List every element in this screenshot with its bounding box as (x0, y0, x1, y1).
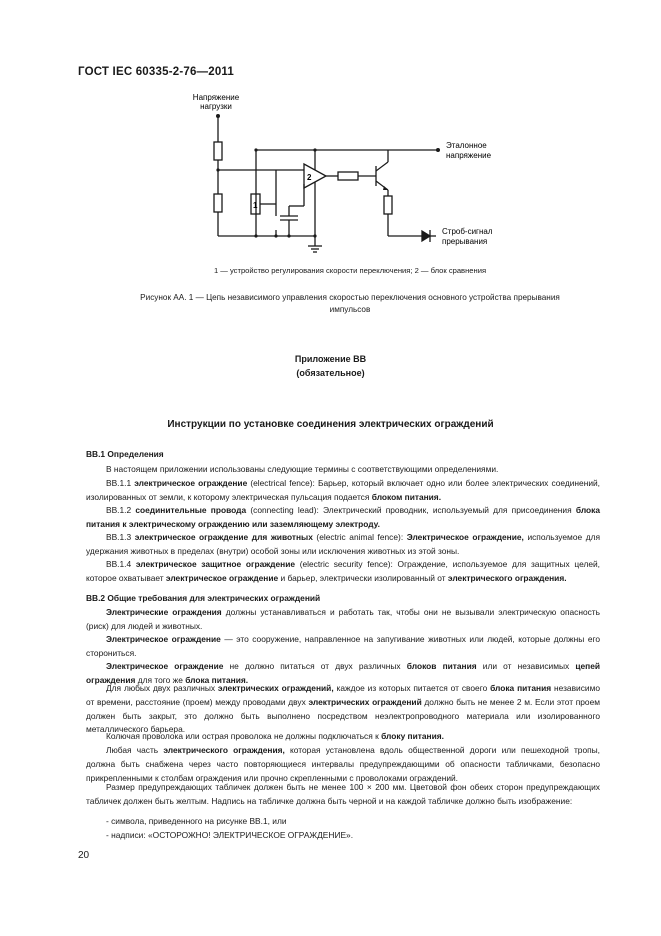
page-number: 20 (78, 850, 90, 861)
figure-caption-line2: импульсов (329, 305, 371, 314)
figure-caption-line1: Рисунок АА. 1 — Цепь независимого управления скоростью переключения основного устройства прерывания (140, 293, 560, 302)
paragraph: Любая часть электрического ограждения, которая установлена вдоль общественной дороги или пешеходной тропы, должна быть снабжена через часто повторяющиеся интервалы предупреждающими об опасности табличками, безопасно прикрепленными к столбам ограждения или прочно скрепленными с проволоками ограждений. (86, 745, 601, 783)
resistor-r2 (214, 194, 222, 212)
diode (422, 231, 430, 241)
paragraph: Колючая проволока или острая проволока не должны подключаться к блоку питания. (106, 731, 444, 741)
document-header: ГОСТ IEC 60335-2-76—2011 (78, 66, 234, 78)
list-item: - надписи: «ОСТОРОЖНО! ЭЛЕКТРИЧЕСКОЕ ОГРАЖДЕНИЕ». (106, 830, 354, 840)
list-item: - символа, приведенного на рисунке ВВ.1, или (106, 816, 287, 826)
definition: ВВ.1.3 электрическое ограждение для животных (electric animal fence): Электрическое ограждение, используемое для удержания животных в пределах (внутри) особой зоны или исключения животных из этой зоны. (86, 532, 601, 556)
circuit-diagram (180, 86, 520, 258)
label-load-voltage: Напряжение (192, 93, 240, 102)
label-load-voltage-2: нагрузки (200, 102, 232, 111)
marker-1: 1 (253, 201, 258, 210)
appendix-status: (обязательное) (296, 368, 365, 378)
figure-caption (80, 292, 620, 316)
definition: ВВ.1.4 электрическое защитное ограждение (electric security fence): Ограждение, используемое для защитных целей, которое охватывает электрическое ограждение и барьер, электрически изолированный от электрического ограждения. (86, 559, 601, 583)
resistor-r1 (214, 142, 222, 160)
section-heading: ВВ.1 Определения (86, 449, 164, 459)
label-reference: Эталонное (446, 141, 487, 150)
paragraph: Электрическое ограждение — это сооружение, направленное на запугивание животных или людей, которые должны его сторониться. (86, 634, 601, 658)
definition: ВВ.1.1 электрическое ограждение (electrical fence): Барьер, который включает одно или более электрических соединений, изолированных от земли, к которому электрическая пульсация подается блоком питания. (86, 478, 601, 502)
paragraph: Электрические ограждения должны устанавливаться и работать так, чтобы они не вызывали электрическую опасность (риск) для людей и животных. (86, 607, 600, 631)
marker-2: 2 (307, 173, 312, 182)
resistor-r3 (338, 172, 358, 180)
paragraph: Электрическое ограждение не должно питаться от двух различных блоков питания или от независимых цепей ограждения для того же блока питания. (86, 661, 600, 685)
appendix-title: Инструкции по установке соединения электрических ограждений (167, 419, 494, 430)
figure-legend: 1 — устройство регулирования скорости переключения; 2 — блок сравнения (213, 266, 487, 275)
label-reference-2: напряжение (446, 151, 492, 160)
paragraph: Для любых двух различных электрических ограждений, каждое из которых питается от своего блока питания независимо от времени, расстояние (проем) между проводами двух электрических ограждений должно быть не менее 2 м. Если этот проем должен быть закрыт, это должно быть выполнено посредством неэлектропроводного материала или изолированного металлического барьера. (86, 683, 600, 735)
label-strobe: Строб-сигнал (442, 227, 493, 236)
label-strobe-2: прерывания (442, 237, 488, 246)
section-heading: ВВ.2 Общие требования для электрических ограждений (86, 593, 321, 603)
paragraph: В настоящем приложении использованы следующие термины с соответствующими определениями. (106, 464, 499, 474)
definition: ВВ.1.2 соединительные провода (connecting lead): Электрический проводник, используемый для присоединения блока питания к электрическому ограждению или заземляющему электроду. (86, 505, 601, 529)
resistor-r4 (384, 196, 392, 214)
paragraph: Размер предупреждающих табличек должен быть не менее 100 × 200 мм. Цветовой фон обеих сторон предупреждающих табличек должен быть желтым. Надпись на табличке должна быть черной и на каждой табличке должно быть изображение: (86, 782, 600, 806)
appendix-name: Приложение ВВ (294, 354, 367, 364)
